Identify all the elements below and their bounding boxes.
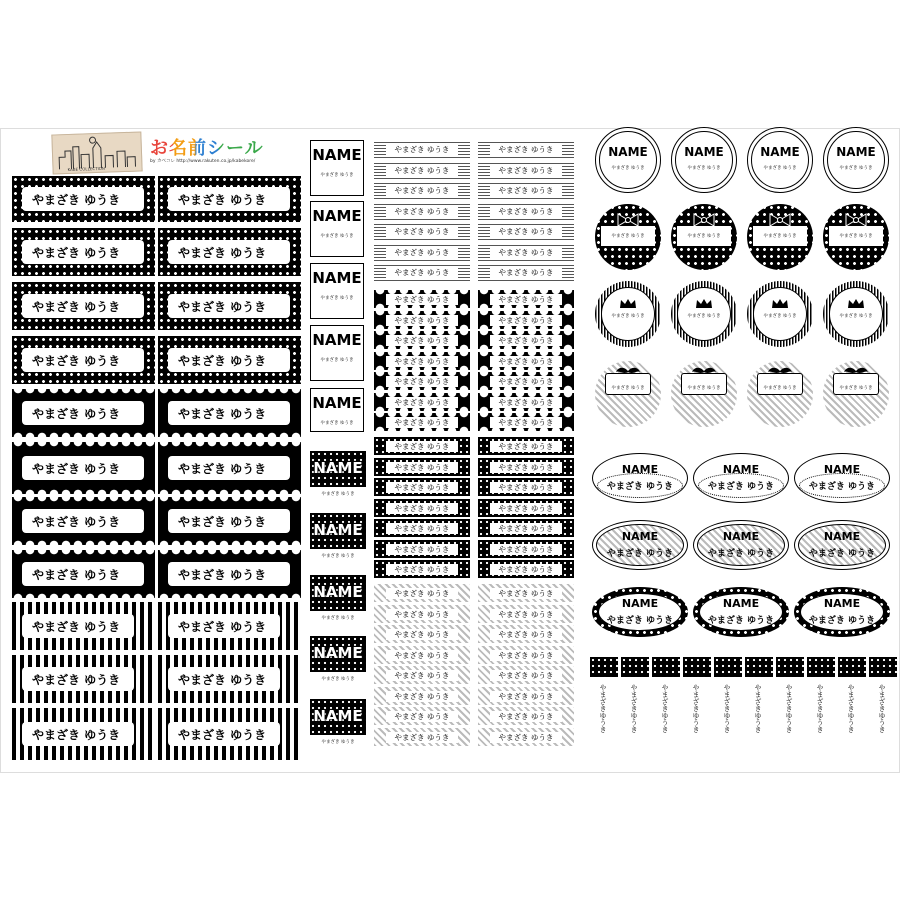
vertical-tag-top bbox=[838, 657, 866, 677]
name-sticker-label: やまざき ゆうき bbox=[22, 509, 144, 533]
bow-icon bbox=[844, 212, 868, 226]
name-sticker-small-label: やまざき ゆうき bbox=[490, 185, 562, 196]
name-sticker-small-label: やまざき ゆうき bbox=[490, 482, 562, 493]
name-tag-name: やまざき ゆうき bbox=[320, 234, 354, 239]
oval-sticker-name: やまざき ゆうき bbox=[606, 616, 674, 626]
vertical-tag-top bbox=[683, 657, 711, 677]
oval-sticker-word: NAME bbox=[722, 463, 760, 476]
name-sticker-small-label: やまざき ゆうき bbox=[386, 441, 458, 452]
round-sticker-name: やまざき ゆうき bbox=[763, 234, 797, 239]
name-sticker-label: やまざき ゆうき bbox=[168, 667, 280, 691]
name-sticker-small-label: やまざき ゆうき bbox=[490, 335, 562, 346]
name-sticker-small-label: やまざき ゆうき bbox=[386, 376, 458, 387]
round-sticker-name: やまざき ゆうき bbox=[687, 386, 721, 391]
name-sticker-small-label: やまざき ゆうき bbox=[490, 523, 562, 534]
vertical-tag-top bbox=[590, 657, 618, 677]
name-sticker-label: やまざき ゆうき bbox=[168, 456, 290, 480]
name-sticker-small-label: やまざき ゆうき bbox=[386, 503, 458, 514]
vertical-tag-name: やまざきゆうき bbox=[661, 684, 669, 733]
name-sticker-small-label: やまざき ゆうき bbox=[386, 397, 458, 408]
name-sticker-small-label: やまざき ゆうき bbox=[490, 609, 562, 620]
name-sticker-small-label: やまざき ゆうき bbox=[386, 226, 458, 237]
vertical-tag-name: やまざきゆうき bbox=[692, 684, 700, 733]
vertical-tag-name: やまざきゆうき bbox=[723, 684, 731, 733]
name-sticker-small-label: やまざき ゆうき bbox=[490, 144, 562, 155]
oval-sticker-word: NAME bbox=[621, 597, 659, 610]
name-sticker-small-label: やまざき ゆうき bbox=[490, 226, 562, 237]
name-sticker-label: やまざき ゆうき bbox=[22, 614, 134, 638]
vertical-tag-name: やまざきゆうき bbox=[754, 684, 762, 733]
round-sticker-name: やまざき ゆうき bbox=[687, 166, 721, 171]
name-sticker-small-label: やまざき ゆうき bbox=[386, 144, 458, 155]
name-sticker-label: やまざき ゆうき bbox=[168, 509, 290, 533]
name-sticker-small-label: やまざき ゆうき bbox=[386, 670, 458, 681]
mustache-icon bbox=[691, 363, 717, 375]
name-sticker-small-label: やまざき ゆうき bbox=[386, 206, 458, 217]
name-tag-word: NAME bbox=[312, 269, 362, 287]
name-sticker-small-label: やまざき ゆうき bbox=[386, 462, 458, 473]
logo-text: KABE COLLECTION bbox=[67, 165, 105, 173]
name-tag-name: やまざき ゆうき bbox=[321, 740, 355, 745]
name-sticker-small-label: やまざき ゆうき bbox=[386, 267, 458, 278]
name-sticker-label: やまざき ゆうき bbox=[168, 401, 290, 425]
vertical-tag-name: やまざきゆうき bbox=[599, 684, 607, 733]
round-sticker-word: NAME bbox=[608, 145, 648, 159]
oval-sticker-word: NAME bbox=[722, 597, 760, 610]
name-sticker-small-label: やまざき ゆうき bbox=[490, 247, 562, 258]
round-sticker-name: やまざき ゆうき bbox=[763, 166, 797, 171]
name-sticker-label: やまざき ゆうき bbox=[22, 348, 144, 372]
vertical-tag-top bbox=[807, 657, 835, 677]
name-sticker-small-label: やまざき ゆうき bbox=[386, 247, 458, 258]
name-sticker-label: やまざき ゆうき bbox=[168, 294, 290, 318]
round-sticker-name: やまざき ゆうき bbox=[839, 234, 873, 239]
name-sticker-small-label: やまざき ゆうき bbox=[490, 397, 562, 408]
name-tag-word: NAME bbox=[313, 583, 363, 601]
name-sticker-small-label: やまざき ゆうき bbox=[386, 609, 458, 620]
name-tag-name: やまざき ゆうき bbox=[320, 296, 354, 301]
name-tag-name: やまざき ゆうき bbox=[321, 616, 355, 621]
name-sticker-label: やまざき ゆうき bbox=[22, 456, 144, 480]
name-sticker-small-label: やまざき ゆうき bbox=[386, 294, 458, 305]
name-tag-word: NAME bbox=[313, 644, 363, 662]
vertical-tag-top bbox=[714, 657, 742, 677]
name-sticker-label: やまざき ゆうき bbox=[22, 401, 144, 425]
vertical-tag-name: やまざきゆうき bbox=[785, 684, 793, 733]
name-sticker-label: やまざき ゆうき bbox=[168, 614, 280, 638]
name-tag-name: やまざき ゆうき bbox=[320, 173, 354, 178]
name-tag-name: やまざき ゆうき bbox=[320, 421, 354, 426]
name-sticker-small-label: やまざき ゆうき bbox=[490, 588, 562, 599]
vertical-tag-top bbox=[652, 657, 680, 677]
oval-sticker-name: やまざき ゆうき bbox=[707, 616, 775, 626]
name-sticker-small-label: やまざき ゆうき bbox=[386, 650, 458, 661]
round-sticker-name: やまざき ゆうき bbox=[763, 386, 797, 391]
mustache-icon bbox=[843, 363, 869, 375]
round-sticker-name: やまざき ゆうき bbox=[687, 234, 721, 239]
mustache-icon bbox=[615, 363, 641, 375]
name-sticker-label: やまざき ゆうき bbox=[22, 667, 134, 691]
crown-icon bbox=[695, 295, 713, 307]
round-sticker-name: やまざき ゆうき bbox=[839, 386, 873, 391]
name-sticker-small-label: やまざき ゆうき bbox=[490, 417, 562, 428]
name-sticker-small-label: やまざき ゆうき bbox=[490, 315, 562, 326]
round-sticker-ring bbox=[827, 131, 885, 189]
name-sticker-small-label: やまざき ゆうき bbox=[490, 462, 562, 473]
name-sticker-small-label: やまざき ゆうき bbox=[386, 588, 458, 599]
vertical-tag-name: やまざきゆうき bbox=[816, 684, 824, 733]
oval-sticker-name: やまざき ゆうき bbox=[707, 549, 775, 559]
crown-icon bbox=[771, 295, 789, 307]
vertical-tag-top bbox=[745, 657, 773, 677]
name-sticker-small-label: やまざき ゆうき bbox=[386, 691, 458, 702]
bow-icon bbox=[616, 212, 640, 226]
name-sticker-label: やまざき ゆうき bbox=[22, 722, 134, 746]
name-sticker-label: やまざき ゆうき bbox=[22, 562, 144, 586]
name-sticker-small-label: やまざき ゆうき bbox=[386, 523, 458, 534]
name-sticker-small-label: やまざき ゆうき bbox=[386, 185, 458, 196]
round-sticker-name: やまざき ゆうき bbox=[611, 314, 645, 319]
name-tag-word: NAME bbox=[312, 207, 362, 225]
oval-sticker-word: NAME bbox=[621, 530, 659, 543]
oval-sticker-word: NAME bbox=[823, 597, 861, 610]
round-sticker-word: NAME bbox=[684, 145, 724, 159]
name-sticker-small-label: やまざき ゆうき bbox=[490, 206, 562, 217]
name-sticker-small-label: やまざき ゆうき bbox=[386, 544, 458, 555]
name-sticker-small-label: やまざき ゆうき bbox=[490, 544, 562, 555]
mustache-icon bbox=[767, 363, 793, 375]
vertical-tag-top bbox=[869, 657, 897, 677]
name-tag-word: NAME bbox=[313, 521, 363, 539]
round-sticker-name: やまざき ゆうき bbox=[611, 166, 645, 171]
name-sticker-small-label: やまざき ゆうき bbox=[386, 356, 458, 367]
name-sticker-small-label: やまざき ゆうき bbox=[490, 441, 562, 452]
name-sticker-small-label: やまざき ゆうき bbox=[386, 564, 458, 575]
name-tag-word: NAME bbox=[313, 707, 363, 725]
name-sticker-label: やまざき ゆうき bbox=[168, 722, 280, 746]
sheet-credit: by カベコレ http://www.rakuten.co.jp/kabekore/ bbox=[150, 159, 256, 164]
name-tag-word: NAME bbox=[312, 331, 362, 349]
vertical-tag-top bbox=[776, 657, 804, 677]
round-sticker-ring bbox=[751, 131, 809, 189]
name-sticker-small-label: やまざき ゆうき bbox=[386, 732, 458, 743]
vertical-tag-name: やまざきゆうき bbox=[878, 684, 886, 733]
round-sticker-word: NAME bbox=[836, 145, 876, 159]
oval-sticker-name: やまざき ゆうき bbox=[808, 549, 876, 559]
name-tag-name: やまざき ゆうき bbox=[321, 677, 355, 682]
name-sticker-small-label: やまざき ゆうき bbox=[490, 564, 562, 575]
name-sticker-small-label: やまざき ゆうき bbox=[490, 670, 562, 681]
oval-sticker-word: NAME bbox=[823, 463, 861, 476]
name-sticker-small-label: やまざき ゆうき bbox=[386, 165, 458, 176]
crown-icon bbox=[847, 295, 865, 307]
oval-sticker-word: NAME bbox=[823, 530, 861, 543]
vertical-tag-top bbox=[621, 657, 649, 677]
oval-sticker-word: NAME bbox=[621, 463, 659, 476]
vertical-tag-name: やまざきゆうき bbox=[630, 684, 638, 733]
name-sticker-label: やまざき ゆうき bbox=[168, 348, 290, 372]
name-sticker-label: やまざき ゆうき bbox=[168, 562, 290, 586]
round-sticker-name: やまざき ゆうき bbox=[611, 234, 645, 239]
name-sticker-small-label: やまざき ゆうき bbox=[386, 711, 458, 722]
vertical-tag-name: やまざきゆうき bbox=[847, 684, 855, 733]
name-sticker-label: やまざき ゆうき bbox=[22, 187, 144, 211]
name-sticker-small-label: やまざき ゆうき bbox=[490, 356, 562, 367]
round-sticker-name: やまざき ゆうき bbox=[763, 314, 797, 319]
round-sticker-ring bbox=[675, 131, 733, 189]
name-sticker-label: やまざき ゆうき bbox=[168, 187, 290, 211]
round-sticker-name: やまざき ゆうき bbox=[839, 314, 873, 319]
round-sticker-name: やまざき ゆうき bbox=[611, 386, 645, 391]
oval-sticker-name: やまざき ゆうき bbox=[808, 616, 876, 626]
name-sticker-small-label: やまざき ゆうき bbox=[386, 315, 458, 326]
round-sticker-ring bbox=[599, 131, 657, 189]
name-sticker-small-label: やまざき ゆうき bbox=[490, 711, 562, 722]
name-sticker-small-label: やまざき ゆうき bbox=[490, 267, 562, 278]
name-sticker-small-label: やまざき ゆうき bbox=[490, 294, 562, 305]
name-sticker-small-label: やまざき ゆうき bbox=[490, 503, 562, 514]
name-sticker-small-label: やまざき ゆうき bbox=[490, 650, 562, 661]
name-sticker-label: やまざき ゆうき bbox=[168, 240, 290, 264]
round-sticker-name: やまざき ゆうき bbox=[839, 166, 873, 171]
name-tag-word: NAME bbox=[312, 146, 362, 164]
bow-icon bbox=[692, 212, 716, 226]
oval-sticker-name: やまざき ゆうき bbox=[707, 482, 775, 492]
name-tag-name: やまざき ゆうき bbox=[321, 492, 355, 497]
name-tag-name: やまざき ゆうき bbox=[320, 358, 354, 363]
name-sticker-small-label: やまざき ゆうき bbox=[386, 335, 458, 346]
oval-sticker-name: やまざき ゆうき bbox=[808, 482, 876, 492]
name-sticker-small-label: やまざき ゆうき bbox=[490, 376, 562, 387]
oval-sticker-name: やまざき ゆうき bbox=[606, 482, 674, 492]
crown-icon bbox=[619, 295, 637, 307]
bow-icon bbox=[768, 212, 792, 226]
name-sticker-small-label: やまざき ゆうき bbox=[490, 629, 562, 640]
name-sticker-label: やまざき ゆうき bbox=[22, 240, 144, 264]
name-sticker-small-label: やまざき ゆうき bbox=[386, 629, 458, 640]
name-tag-word: NAME bbox=[312, 394, 362, 412]
sheet-title: お名前シール bbox=[150, 138, 264, 159]
name-tag-name: やまざき ゆうき bbox=[321, 554, 355, 559]
name-sticker-small-label: やまざき ゆうき bbox=[386, 417, 458, 428]
oval-sticker-word: NAME bbox=[722, 530, 760, 543]
oval-sticker-name: やまざき ゆうき bbox=[606, 549, 674, 559]
name-sticker-small-label: やまざき ゆうき bbox=[490, 165, 562, 176]
name-sticker-small-label: やまざき ゆうき bbox=[386, 482, 458, 493]
name-sticker-label: やまざき ゆうき bbox=[22, 294, 144, 318]
round-sticker-word: NAME bbox=[760, 145, 800, 159]
name-sticker-small-label: やまざき ゆうき bbox=[490, 691, 562, 702]
round-sticker-name: やまざき ゆうき bbox=[687, 314, 721, 319]
name-sticker-small-label: やまざき ゆうき bbox=[490, 732, 562, 743]
name-tag-word: NAME bbox=[313, 459, 363, 477]
